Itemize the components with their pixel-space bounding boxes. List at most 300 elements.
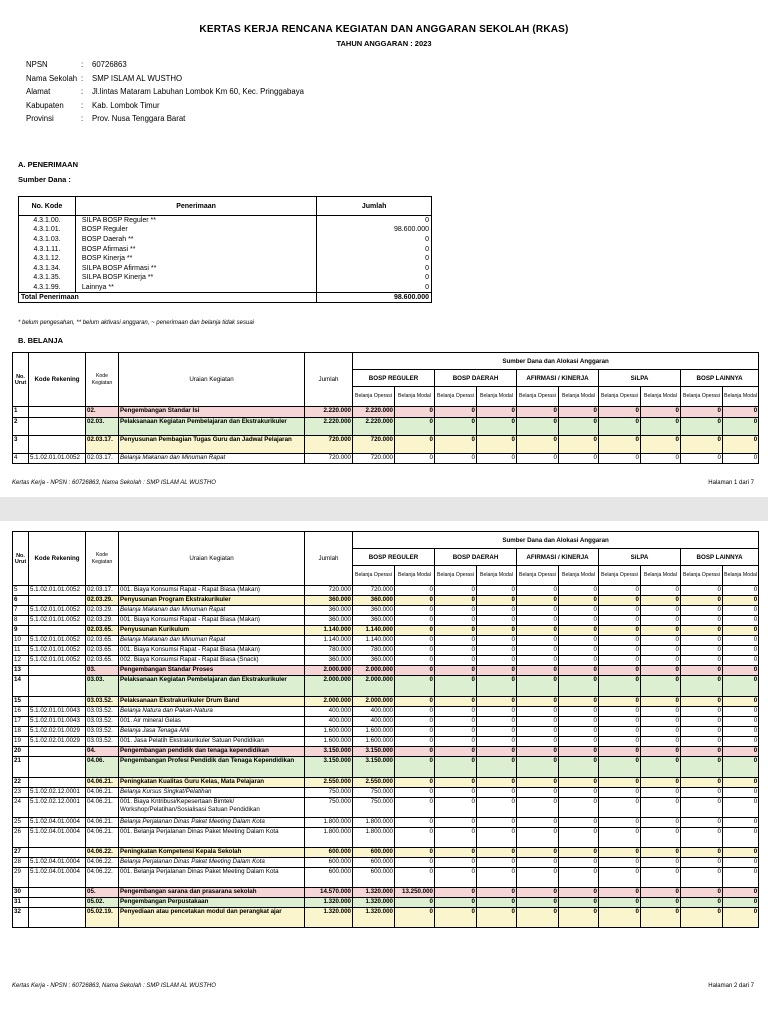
row-zero-value: 0 [559, 636, 599, 646]
header-belanja-modal: Belanja Modal [477, 566, 517, 586]
row-zero-value: 0 [435, 707, 477, 717]
row-zero-value: 0 [559, 747, 599, 757]
row-zero-value: 0 [641, 436, 681, 454]
row-jumlah: 3.150.000 [305, 747, 353, 757]
row-zero-value: 0 [723, 407, 759, 418]
row-bosp-reguler-operasi: 750.000 [353, 788, 395, 798]
row-jumlah: 360.000 [305, 606, 353, 616]
belanja-row [13, 454, 759, 464]
row-uraian: Belanja Jasa Tenaga Ahli [119, 727, 305, 737]
info-label: Alamat [26, 87, 51, 97]
row-uraian: Penyusunan Pembagian Tugas Guru dan Jadwal Pelajaran [119, 436, 305, 454]
row-zero-value: 0 [435, 848, 477, 858]
row-zero-value: 0 [517, 818, 559, 828]
row-uraian: Penyusunan Kurikulum [119, 626, 305, 636]
row-zero-value: 0 [681, 778, 723, 788]
row-zero-value: 0 [435, 798, 477, 818]
row-no: 8 [13, 616, 29, 626]
header-group: BOSP REGULER [353, 370, 435, 387]
header-belanja-modal: Belanja Modal [559, 387, 599, 407]
footer-left: Kertas Kerja - NPSN : 60726863, Nama Sekolah : SMP ISLAM AL WUSTHO [12, 480, 216, 486]
row-uraian: 001. Biaya Kntribusi/Kepesertaan Bimtek/ Workshop/Pelatihan/Sosialisasi Satuan Pendidikan [119, 798, 305, 818]
penerimaan-note: * belum pengesahan, ** belum aktivasi anggaran, ~ penerimaan dan belanja tidak sesuai [18, 320, 254, 326]
row-bosp-reguler-modal: 0 [395, 898, 435, 908]
row-zero-value: 0 [559, 596, 599, 606]
header-belanja-operasi: Belanja Operasi [353, 566, 395, 586]
row-zero-value: 0 [477, 697, 517, 707]
penerimaan-name: SILPA BOSP Kinerja ** [75, 273, 316, 283]
row-zero-value: 0 [723, 757, 759, 778]
row-bosp-reguler-modal: 0 [395, 606, 435, 616]
row-zero-value: 0 [435, 586, 477, 596]
row-zero-value: 0 [559, 418, 599, 436]
row-kode-rekening [29, 757, 86, 778]
row-jumlah: 2.220.000 [305, 418, 353, 436]
row-zero-value: 0 [723, 868, 759, 888]
header-group: BOSP DAERAH [435, 549, 517, 566]
row-zero-value: 0 [559, 778, 599, 788]
row-zero-value: 0 [559, 908, 599, 928]
row-zero-value: 0 [641, 454, 681, 464]
belanja-row [13, 788, 759, 798]
header-belanja-operasi: Belanja Operasi [435, 387, 477, 407]
row-zero-value: 0 [723, 707, 759, 717]
row-zero-value: 0 [681, 747, 723, 757]
row-uraian: 002. Biaya Konsumsi Rapat - Rapat Biasa (Snack) [119, 656, 305, 666]
row-kode-kegiatan: 05.02. [86, 898, 119, 908]
row-zero-value: 0 [517, 788, 559, 798]
header-group: AFIRMASI / KINERJA [517, 549, 599, 566]
row-zero-value: 0 [681, 596, 723, 606]
row-no: 29 [13, 868, 29, 888]
row-kode-rekening [29, 418, 86, 436]
row-zero-value: 0 [641, 908, 681, 928]
row-zero-value: 0 [641, 828, 681, 848]
row-zero-value: 0 [641, 818, 681, 828]
row-no: 5 [13, 586, 29, 596]
row-zero-value: 0 [641, 868, 681, 888]
row-bosp-reguler-modal: 0 [395, 757, 435, 778]
row-zero-value: 0 [681, 656, 723, 666]
row-uraian: 001. Biaya Konsumsi Rapat - Rapat Biasa (Makan) [119, 646, 305, 656]
row-zero-value: 0 [559, 858, 599, 868]
header-belanja-operasi: Belanja Operasi [681, 566, 723, 586]
row-kode-kegiatan: 05.02.19. [86, 908, 119, 928]
row-zero-value: 0 [599, 616, 641, 626]
row-bosp-reguler-modal: 0 [395, 636, 435, 646]
row-uraian: Pengembangan sarana dan prasarana sekolah [119, 888, 305, 898]
row-zero-value: 0 [641, 778, 681, 788]
header-belanja-modal: Belanja Modal [641, 566, 681, 586]
penerimaan-amount: 0 [317, 254, 432, 264]
row-zero-value: 0 [559, 616, 599, 626]
header-uraian: Uraian Kegiatan [119, 532, 305, 586]
row-zero-value: 0 [559, 606, 599, 616]
row-zero-value: 0 [477, 828, 517, 848]
row-zero-value: 0 [517, 666, 559, 676]
row-bosp-reguler-operasi: 1.800.000 [353, 828, 395, 848]
row-no: 27 [13, 848, 29, 858]
belanja-row [13, 418, 759, 436]
row-no: 30 [13, 888, 29, 898]
row-bosp-reguler-modal: 0 [395, 778, 435, 788]
row-bosp-reguler-modal: 0 [395, 727, 435, 737]
penerimaan-code: 4.3.1.01. [19, 225, 76, 235]
row-no: 7 [13, 606, 29, 616]
row-bosp-reguler-operasi: 1.320.000 [353, 888, 395, 898]
penerimaan-code: 4.3.1.00. [19, 216, 76, 226]
row-zero-value: 0 [641, 666, 681, 676]
row-jumlah: 400.000 [305, 707, 353, 717]
row-no: 3 [13, 436, 29, 454]
penerimaan-code: 4.3.1.12. [19, 254, 76, 264]
footer-left: Kertas Kerja - NPSN : 60726863, Nama Sekolah : SMP ISLAM AL WUSTHO [12, 983, 216, 989]
header-jumlah: Jumlah [305, 353, 353, 407]
row-zero-value: 0 [517, 717, 559, 727]
header-group: BOSP REGULER [353, 549, 435, 566]
row-jumlah: 720.000 [305, 436, 353, 454]
row-zero-value: 0 [599, 626, 641, 636]
row-kode-kegiatan: 02.03.65. [86, 656, 119, 666]
info-value: SMP ISLAM AL WUSTHO [92, 73, 183, 83]
row-zero-value: 0 [599, 418, 641, 436]
row-zero-value: 0 [681, 828, 723, 848]
row-zero-value: 0 [517, 707, 559, 717]
row-kode-kegiatan: 03.03. [86, 676, 119, 697]
row-zero-value: 0 [599, 908, 641, 928]
row-zero-value: 0 [435, 898, 477, 908]
page-2 [0, 521, 768, 1024]
belanja-row [13, 666, 759, 676]
row-uraian: Penyediaan atau pencetakan modul dan perangkat ajar [119, 908, 305, 928]
row-uraian: Pengembangan Standar Proses [119, 666, 305, 676]
row-kode-rekening: 5.1.02.02.01.0029 [29, 727, 86, 737]
row-zero-value: 0 [559, 727, 599, 737]
penerimaan-code: 4.3.1.34. [19, 263, 76, 273]
header-belanja-modal: Belanja Modal [641, 387, 681, 407]
header-belanja-operasi: Belanja Operasi [599, 566, 641, 586]
row-kode-rekening [29, 908, 86, 928]
header-group: SiLPA [599, 549, 681, 566]
footer-page-number: Halaman 1 dari 7 [708, 480, 754, 486]
header-belanja-operasi: Belanja Operasi [517, 566, 559, 586]
row-zero-value: 0 [723, 606, 759, 616]
header-kode-kegiatan: Kode Kegiatan [86, 532, 119, 586]
row-kode-kegiatan: 02.03.65. [86, 626, 119, 636]
belanja-row [13, 697, 759, 707]
row-bosp-reguler-operasi: 600.000 [353, 868, 395, 888]
penerimaan-amount: 0 [317, 216, 432, 226]
row-jumlah: 360.000 [305, 596, 353, 606]
row-zero-value: 0 [435, 636, 477, 646]
row-zero-value: 0 [559, 697, 599, 707]
belanja-row [13, 727, 759, 737]
row-kode-rekening [29, 697, 86, 707]
row-kode-kegiatan: 02. [86, 407, 119, 418]
row-zero-value: 0 [435, 908, 477, 928]
row-jumlah: 1.600.000 [305, 727, 353, 737]
row-bosp-reguler-modal: 0 [395, 788, 435, 798]
penerimaan-name: BOSP Kinerja ** [75, 254, 316, 264]
info-value: Prov. Nusa Tenggara Barat [92, 114, 186, 124]
row-kode-rekening: 5.1.02.02.12.0001 [29, 788, 86, 798]
row-no: 16 [13, 707, 29, 717]
row-kode-rekening: 5.1.02.01.01.0052 [29, 454, 86, 464]
header-group: BOSP LAINNYA [681, 549, 759, 566]
row-zero-value: 0 [681, 908, 723, 928]
row-zero-value: 0 [723, 818, 759, 828]
row-uraian: Belanja Kursus Singkat/Pelatihan [119, 788, 305, 798]
row-zero-value: 0 [599, 727, 641, 737]
row-no: 21 [13, 757, 29, 778]
penerimaan-code: 4.3.1.35. [19, 273, 76, 283]
row-zero-value: 0 [641, 798, 681, 818]
row-zero-value: 0 [641, 676, 681, 697]
row-jumlah: 720.000 [305, 454, 353, 464]
row-kode-kegiatan: 03. [86, 666, 119, 676]
row-zero-value: 0 [477, 656, 517, 666]
row-zero-value: 0 [517, 858, 559, 868]
row-kode-rekening [29, 666, 86, 676]
row-bosp-reguler-modal: 0 [395, 717, 435, 727]
header-kode-rekening: Kode Rekening [29, 532, 86, 586]
row-zero-value: 0 [517, 646, 559, 656]
row-zero-value: 0 [435, 717, 477, 727]
belanja-row [13, 888, 759, 898]
row-kode-rekening [29, 676, 86, 697]
row-no: 25 [13, 818, 29, 828]
row-zero-value: 0 [477, 646, 517, 656]
row-zero-value: 0 [723, 888, 759, 898]
row-zero-value: 0 [641, 858, 681, 868]
row-kode-kegiatan: 02.03.29. [86, 606, 119, 616]
row-zero-value: 0 [599, 596, 641, 606]
row-zero-value: 0 [435, 407, 477, 418]
row-bosp-reguler-operasi: 720.000 [353, 436, 395, 454]
row-zero-value: 0 [723, 646, 759, 656]
row-kode-kegiatan: 04. [86, 747, 119, 757]
row-zero-value: 0 [477, 717, 517, 727]
row-bosp-reguler-operasi: 1.320.000 [353, 898, 395, 908]
row-zero-value: 0 [517, 436, 559, 454]
row-zero-value: 0 [559, 788, 599, 798]
row-kode-rekening: 5.1.02.01.01.0052 [29, 646, 86, 656]
row-zero-value: 0 [641, 898, 681, 908]
row-zero-value: 0 [517, 888, 559, 898]
row-bosp-reguler-operasi: 360.000 [353, 606, 395, 616]
belanja-row [13, 848, 759, 858]
row-no: 2 [13, 418, 29, 436]
row-zero-value: 0 [517, 596, 559, 606]
row-zero-value: 0 [723, 727, 759, 737]
row-jumlah: 1.800.000 [305, 818, 353, 828]
row-zero-value: 0 [681, 737, 723, 747]
row-bosp-reguler-operasi: 360.000 [353, 656, 395, 666]
row-uraian: 001. Jasa Pelatih Ekstrakurikuler Satuan Pendidikan [119, 737, 305, 747]
row-bosp-reguler-operasi: 360.000 [353, 616, 395, 626]
row-bosp-reguler-operasi: 2.000.000 [353, 666, 395, 676]
penerimaan-row [19, 273, 432, 283]
row-uraian: 001. Belanja Perjalanan Dinas Paket Meeting Dalam Kota [119, 868, 305, 888]
row-zero-value: 0 [599, 676, 641, 697]
row-no: 28 [13, 858, 29, 868]
row-jumlah: 1.140.000 [305, 636, 353, 646]
row-zero-value: 0 [477, 727, 517, 737]
row-zero-value: 0 [477, 908, 517, 928]
row-zero-value: 0 [517, 418, 559, 436]
row-zero-value: 0 [599, 888, 641, 898]
row-zero-value: 0 [559, 676, 599, 697]
row-bosp-reguler-operasi: 2.000.000 [353, 697, 395, 707]
belanja-header-row [13, 532, 759, 549]
row-zero-value: 0 [517, 828, 559, 848]
row-kode-rekening: 5.1.02.02.12.0001 [29, 798, 86, 818]
row-jumlah: 3.150.000 [305, 757, 353, 778]
row-bosp-reguler-operasi: 600.000 [353, 858, 395, 868]
row-jumlah: 600.000 [305, 858, 353, 868]
belanja-row [13, 898, 759, 908]
belanja-row [13, 858, 759, 868]
row-zero-value: 0 [435, 818, 477, 828]
row-zero-value: 0 [559, 666, 599, 676]
row-uraian: Belanja Perjalanan Dinas Paket Meeting Dalam Kota [119, 858, 305, 868]
belanja-row [13, 407, 759, 418]
row-bosp-reguler-operasi: 2.000.000 [353, 676, 395, 697]
row-zero-value: 0 [559, 407, 599, 418]
row-zero-value: 0 [477, 676, 517, 697]
row-zero-value: 0 [599, 606, 641, 616]
row-zero-value: 0 [599, 747, 641, 757]
row-bosp-reguler-operasi: 720.000 [353, 586, 395, 596]
row-kode-kegiatan: 04.06.21. [86, 818, 119, 828]
row-zero-value: 0 [599, 586, 641, 596]
row-zero-value: 0 [641, 586, 681, 596]
row-zero-value: 0 [517, 407, 559, 418]
row-uraian: 001. Belanja Perjalanan Dinas Paket Meeting Dalam Kota [119, 828, 305, 848]
row-no: 6 [13, 596, 29, 606]
row-bosp-reguler-modal: 0 [395, 868, 435, 888]
row-zero-value: 0 [681, 717, 723, 727]
row-bosp-reguler-operasi: 360.000 [353, 596, 395, 606]
row-bosp-reguler-operasi: 2.220.000 [353, 418, 395, 436]
row-kode-rekening [29, 888, 86, 898]
penerimaan-amount: 0 [317, 283, 432, 293]
row-zero-value: 0 [641, 788, 681, 798]
total-label: Total Penerimaan [19, 292, 317, 302]
row-zero-value: 0 [517, 616, 559, 626]
row-zero-value: 0 [517, 798, 559, 818]
row-zero-value: 0 [723, 858, 759, 868]
row-no: 24 [13, 798, 29, 818]
row-zero-value: 0 [477, 626, 517, 636]
row-kode-kegiatan: 04.06.21. [86, 778, 119, 788]
row-no: 26 [13, 828, 29, 848]
row-zero-value: 0 [559, 798, 599, 818]
row-zero-value: 0 [599, 436, 641, 454]
row-zero-value: 0 [517, 454, 559, 464]
row-zero-value: 0 [641, 646, 681, 656]
row-kode-rekening [29, 747, 86, 757]
row-zero-value: 0 [435, 868, 477, 888]
penerimaan-row [19, 216, 432, 226]
header-no-urut: No. Urut [13, 532, 29, 586]
info-label: Kabupaten [26, 100, 64, 110]
row-zero-value: 0 [435, 788, 477, 798]
row-zero-value: 0 [599, 818, 641, 828]
row-jumlah: 14.570.000 [305, 888, 353, 898]
header-uraian: Uraian Kegiatan [119, 353, 305, 407]
row-zero-value: 0 [641, 727, 681, 737]
header-belanja-operasi: Belanja Operasi [681, 387, 723, 407]
row-zero-value: 0 [723, 778, 759, 788]
row-zero-value: 0 [477, 606, 517, 616]
row-zero-value: 0 [641, 636, 681, 646]
belanja-table-page-2 [12, 531, 759, 928]
row-no: 15 [13, 697, 29, 707]
row-kode-kegiatan: 03.03.52. [86, 727, 119, 737]
header-belanja-operasi: Belanja Operasi [353, 387, 395, 407]
row-zero-value: 0 [641, 888, 681, 898]
row-zero-value: 0 [477, 636, 517, 646]
belanja-row [13, 818, 759, 828]
row-bosp-reguler-operasi: 3.150.000 [353, 757, 395, 778]
row-kode-kegiatan: 03.03.52. [86, 697, 119, 707]
header-belanja-modal: Belanja Modal [395, 566, 435, 586]
row-kode-rekening [29, 848, 86, 858]
row-bosp-reguler-modal: 0 [395, 697, 435, 707]
row-bosp-reguler-modal: 0 [395, 707, 435, 717]
row-bosp-reguler-modal: 0 [395, 737, 435, 747]
row-no: 18 [13, 727, 29, 737]
belanja-row [13, 717, 759, 727]
row-kode-rekening [29, 626, 86, 636]
row-zero-value: 0 [723, 418, 759, 436]
row-zero-value: 0 [641, 717, 681, 727]
belanja-row [13, 908, 759, 928]
penerimaan-name: SILPA BOSP Afirmasi ** [75, 263, 316, 273]
header-sumber-dana: Sumber Dana dan Alokasi Anggaran [353, 353, 759, 370]
row-zero-value: 0 [435, 418, 477, 436]
belanja-row [13, 868, 759, 888]
belanja-row [13, 596, 759, 606]
header-kode-kegiatan: Kode Kegiatan [86, 353, 119, 407]
row-zero-value: 0 [559, 717, 599, 727]
row-uraian: Belanja Makanan dan Minuman Rapat [119, 454, 305, 464]
row-zero-value: 0 [559, 586, 599, 596]
row-zero-value: 0 [723, 717, 759, 727]
row-zero-value: 0 [681, 868, 723, 888]
row-jumlah: 2.550.000 [305, 778, 353, 788]
row-bosp-reguler-operasi: 1.140.000 [353, 626, 395, 636]
row-zero-value: 0 [477, 848, 517, 858]
row-bosp-reguler-modal: 0 [395, 586, 435, 596]
header-belanja-operasi: Belanja Operasi [599, 387, 641, 407]
row-zero-value: 0 [435, 737, 477, 747]
row-no: 4 [13, 454, 29, 464]
penerimaan-amount: 98.600.000 [317, 225, 432, 235]
belanja-row [13, 737, 759, 747]
row-zero-value: 0 [681, 818, 723, 828]
row-zero-value: 0 [477, 436, 517, 454]
row-zero-value: 0 [681, 666, 723, 676]
page-1: KERTAS KERJA RENCANA KEGIATAN DAN ANGGARAN SEKOLAH (RKAS) TAHUN ANGGARAN : 2023 NPSN : 60726863 Nama Sekolah : SMP ISLAM AL WUSTHO Alamat : Jl.lintas Mataram Labuhan Lombok Km 60, Kec. Pringgabaya Kabupaten : Kab. Lombok Timur Provinsi : Prov. Nusa Tenggara Barat A. PENERIMAAN Sumber Dana : No. Kode Penerimaan Jumlah 4.3.1.00. SILPA BOSP Reguler ** 0 4.3.1.01. BOSP Reguler 98.600.000 4.3.1.03. BOSP Daerah ** 0 4.3.1.11. BOSP Afirmasi ** 0 4.3.1.12. BOSP Kinerja ** 0 4.3.1.34. SILPA BOSP Afirmasi ** 0 4.3.1.35. SILPA BOSP Kinerja ** 0 4.3.1.99. Lainnya ** 0 Total Penerimaan 98.600.000 * belum pengesahan, ** belum aktivasi anggaran, ~ penerimaan dan belanja tidak sesuai B. BELANJA No. Urut Kode Rekening Kode Kegiatan Uraian Kegiatan Jumlah Sumber Dana dan Alokasi Anggaran BOSP REGULER BOSP DAERAH AFIRMASI / KINERJA SiLPA BOSP LAINNYA Belanja Operasi Belanja Modal Belanja Operasi Belanja Modal Belanja Operasi Belanja Modal Belanja Operasi Belanja Modal Belanja Operasi Belanja Modal 1 02. Pengembangan Standar Isi 2.220.000 2.220.000 0 0 0 0 0 0 0 0 0 2 02.03. Pelaksanaan Kegiatan Pembelajaran dan Ekstrakurikuler 2.220.000 2.220.000 0 0 0 0 0 0 0 0 0 3 02.03.17. Penyusunan Pembagian Tugas Guru dan Jadwal Pelajaran 720.000 720.000 0 0 0 0 0 0 0 0 0 4 5.1.02.01.01.0052 02.03.17. Belanja Makanan dan Minuman Rapat 720.000 720.000 0 0 0 0 0 0 0 0 0 Kertas Kerja - NPSN : 60726863, Nama Sekolah : SMP ISLAM AL WUSTHO Halaman 1 dari 7 [0, 0, 768, 497]
row-zero-value: 0 [559, 898, 599, 908]
belanja-row [13, 778, 759, 788]
row-bosp-reguler-modal: 0 [395, 646, 435, 656]
header-sumber-dana: Sumber Dana dan Alokasi Anggaran [353, 532, 759, 549]
row-kode-rekening [29, 898, 86, 908]
row-no: 23 [13, 788, 29, 798]
